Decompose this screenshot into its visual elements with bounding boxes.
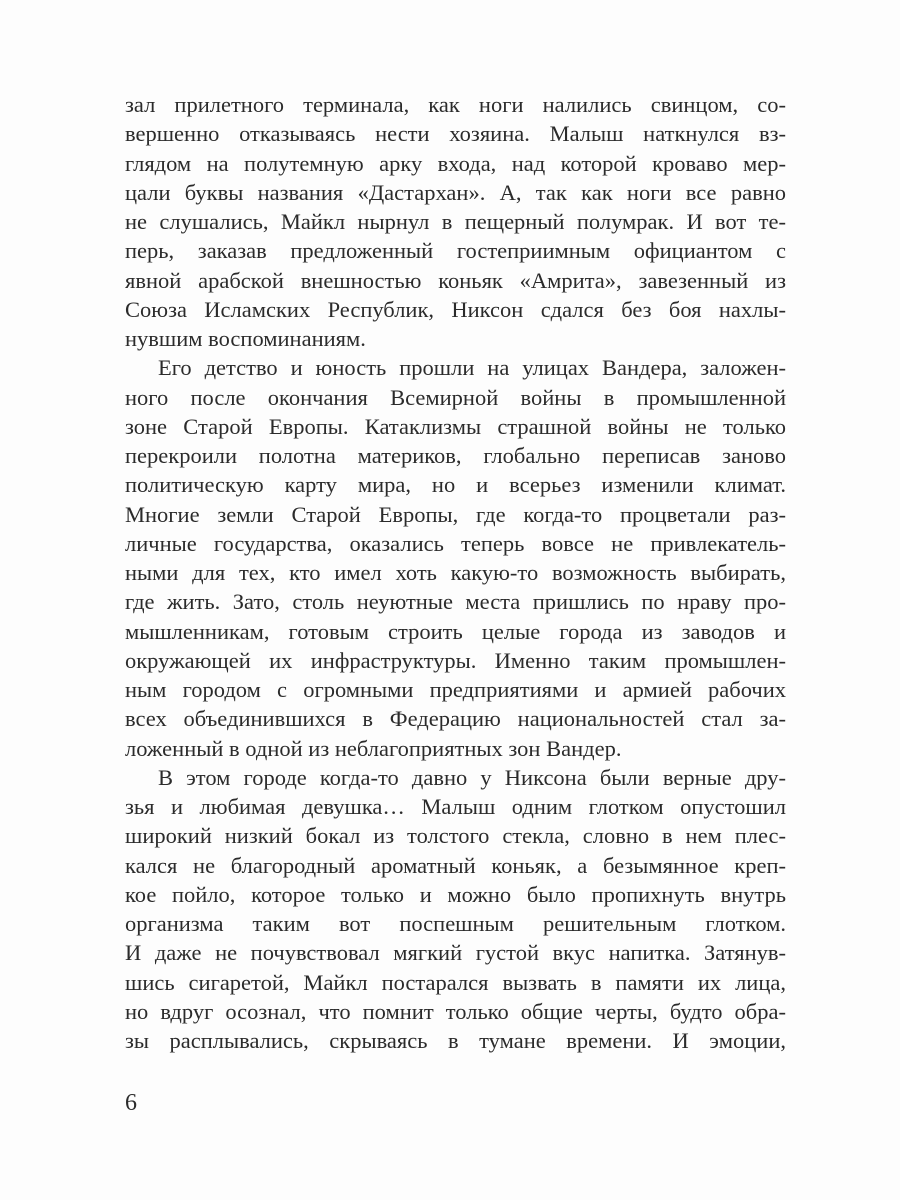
text-line: но вдруг осознал, что помнит только общие черты, будто обра- <box>125 998 786 1024</box>
text-line: ными для тех, кто имел хоть какую-то возможность выбирать, <box>125 560 786 585</box>
text-line: Его детство и юность прошли на улицах Вандера, заложен- <box>158 355 786 381</box>
page-number: 6 <box>125 1090 137 1116</box>
text-line: не слушались, Майкл нырнул в пещерный полумрак. И вот те- <box>125 209 786 234</box>
text-line: ложенный в одной из неблагоприятных зон Вандер. <box>125 735 622 761</box>
paragraph <box>125 763 786 1056</box>
paragraph <box>125 90 786 353</box>
text-line: кался не благородный ароматный коньяк, а безымянное креп- <box>125 852 786 878</box>
text-line: широкий низкий бокал из толстого стекла, словно в нем плес- <box>125 823 786 849</box>
text-line: шись сигаретой, Майкл постарался вызвать в памяти их лица, <box>125 969 786 995</box>
text-line: перекроили полотна материков, глобально переписав заново <box>125 443 786 468</box>
text-line: организма таким вот поспешным решительным глотком. <box>125 911 786 936</box>
text-line: ного после окончания Всемирной войны в промышленной <box>125 384 786 410</box>
text-line: Союза Исламских Республик, Никсон сдался без боя нахлы- <box>125 296 786 322</box>
text-line: зал прилетного терминала, как ноги налились свинцом, со- <box>125 92 786 117</box>
text-line: нувшим воспоминаниям. <box>125 326 366 351</box>
text-line: цали буквы названия «Дастархан». А, так как ноги все равно <box>125 179 786 205</box>
text-line: явной арабской внешностью коньяк «Амрита», завезенный из <box>125 267 786 293</box>
text-line: личные государства, оказались теперь вовсе не привлекатель- <box>125 530 786 556</box>
text-line: мышленникам, готовым строить целые города из заводов и <box>125 618 786 644</box>
paragraph <box>125 353 786 763</box>
text-line: зоне Старой Европы. Катаклизмы страшной войны не только <box>125 413 786 439</box>
text-line: вершенно отказываясь нести хозяина. Малыш наткнулся вз- <box>125 121 786 147</box>
text-line: окружающей их инфраструктуры. Именно таким промышлен- <box>125 647 786 673</box>
text-line: кое пойло, которое только и можно было пропихнуть внутрь <box>125 881 786 907</box>
text-line: В этом городе когда-то давно у Никсона были верные дру- <box>158 764 786 790</box>
text-line: где жить. Зато, столь неуютные места пришлись по нраву про- <box>125 589 786 615</box>
text-line: политическую карту мира, но и всерьез изменили климат. <box>125 472 786 498</box>
text-line: Многие земли Старой Европы, где когда-то процветали раз- <box>125 501 786 527</box>
text-line: перь, заказав предложенный гостеприимным официантом с <box>125 238 786 264</box>
text-line: зья и любимая девушка… Малыш одним глотком опустошил <box>125 794 786 819</box>
text-line: зы расплывались, скрываясь в тумане времени. И эмоции, <box>125 1028 786 1053</box>
text-line: глядом на полутемную арку входа, над которой кроваво мер- <box>125 150 786 176</box>
text-line: И даже не почувствовал мягкий густой вкус напитка. Затянув- <box>125 940 786 966</box>
text-line: ным городом с огромными предприятиями и армией рабочих <box>125 677 786 702</box>
page-body-text <box>125 90 786 1055</box>
text-line: всех объединившихся в Федерацию национальностей стал за- <box>125 706 786 732</box>
